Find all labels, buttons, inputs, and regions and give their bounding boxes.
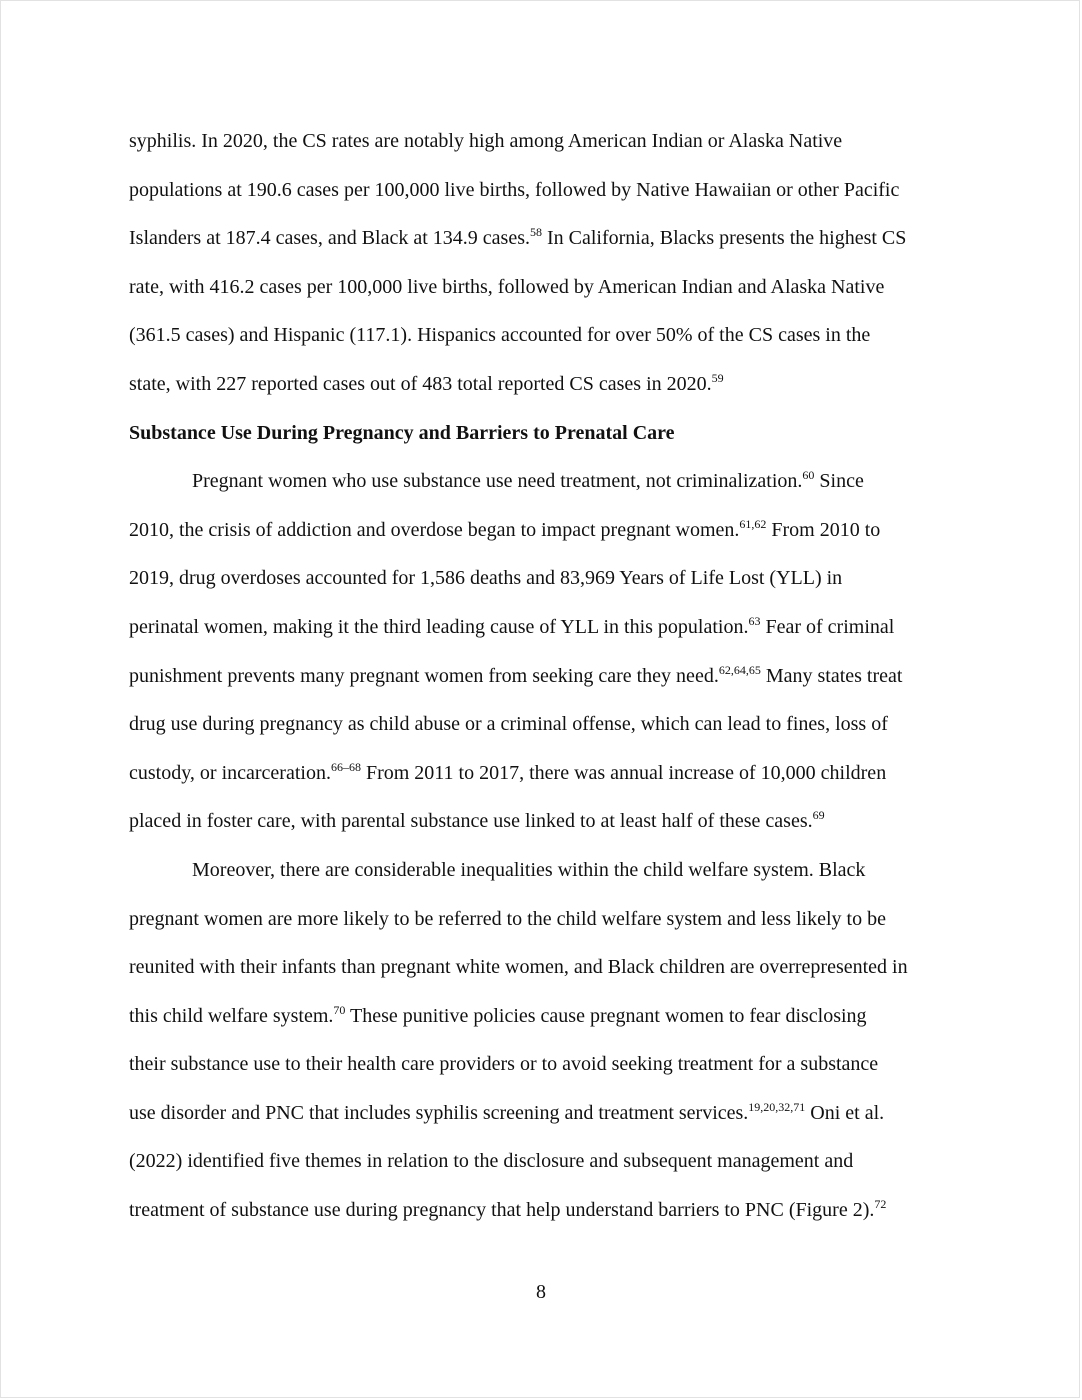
line-text: In California, Blacks presents the highest CS (542, 227, 907, 250)
text-line (129, 797, 955, 846)
text-line (129, 311, 955, 360)
line-text: populations at 190.6 cases per 100,000 live births, followed by Native Hawaiian or other Pacific (129, 178, 900, 201)
line-text: this child welfare system. (129, 1004, 334, 1027)
line-text: Pregnant women who use substance use need treatment, not criminalization. (192, 470, 803, 493)
page-number: 8 (536, 1281, 546, 1303)
line-text: use disorder and PNC that includes syphilis screening and treatment services. (129, 1101, 749, 1124)
citation-superscript: 62,64,65 (718, 662, 761, 677)
document-body (129, 117, 955, 1235)
line-text: perinatal women, making it the third leading cause of YLL in this population. (129, 615, 749, 638)
text-line (129, 603, 955, 652)
line-text: reunited with their infants than pregnant white women, and Black children are overrepresented in (129, 956, 908, 979)
line-text: From 2011 to 2017, there was annual increase of 10,000 children (360, 761, 887, 784)
citation-superscript: 59 (711, 370, 724, 385)
text-line (129, 1089, 955, 1138)
text-line (129, 263, 955, 312)
line-text: pregnant women are more likely to be referred to the child welfare system and less likely to be (129, 907, 886, 930)
line-text: Oni et al. (805, 1101, 885, 1124)
paragraph-2 (129, 457, 955, 846)
line-text: (361.5 cases) and Hispanic (117.1). Hispanics accounted for over 50% of the CS cases in the (129, 324, 871, 347)
text-line (129, 992, 955, 1041)
line-text: These punitive policies cause pregnant women to fear disclosing (345, 1004, 867, 1027)
text-line (129, 214, 955, 263)
line-text: their substance use to their health care providers or to avoid seeking treatment for a substance (129, 1053, 879, 1076)
text-line (129, 117, 955, 166)
text-line (129, 700, 955, 749)
line-text: Moreover, there are considerable inequalities within the child welfare system. Black (192, 858, 866, 881)
text-line (129, 846, 955, 895)
line-text: From 2010 to (766, 518, 881, 541)
citation-superscript: 69 (812, 808, 825, 823)
line-text: Many states treat (760, 664, 903, 687)
text-line (129, 360, 955, 409)
line-text: punishment prevents many pregnant women from seeking care they need. (129, 664, 719, 687)
line-text: rate, with 416.2 cases per 100,000 live births, followed by American Indian and Alaska Native (129, 275, 885, 298)
text-line (129, 652, 955, 701)
text-line (129, 166, 955, 215)
citation-superscript: 19,20,32,71 (748, 1099, 806, 1114)
line-text: 2019, drug overdoses accounted for 1,586 deaths and 83,969 Years of Life Lost (YLL) in (129, 567, 843, 590)
line-text: (2022) identified five themes in relation to the disclosure and subsequent management and (129, 1150, 854, 1173)
citation-superscript: 60 (802, 468, 815, 483)
text-line (129, 895, 955, 944)
line-text: custody, or incarceration. (129, 761, 331, 784)
paragraph-1 (129, 117, 955, 409)
text-line (129, 554, 955, 603)
line-text: Islanders at 187.4 cases, and Black at 134.9 cases. (129, 227, 530, 250)
line-text: placed in foster care, with parental substance use linked to at least half of these cases. (129, 810, 813, 833)
text-line (129, 1137, 955, 1186)
paragraph-3 (129, 846, 955, 1235)
citation-superscript: 61,62 (739, 516, 767, 531)
section-heading: Substance Use During Pregnancy and Barriers to Prenatal Care (129, 421, 675, 444)
line-text: syphilis. In 2020, the CS rates are notably high among American Indian or Alaska Native (129, 130, 843, 152)
line-text: treatment of substance use during pregnancy that help understand barriers to PNC (Figure 2). (129, 1199, 875, 1222)
text-line (129, 943, 955, 992)
line-text: 2010, the crisis of addiction and overdose began to impact pregnant women. (129, 518, 740, 541)
citation-superscript: 66–68 (330, 759, 361, 774)
citation-superscript: 72 (874, 1197, 887, 1212)
citation-superscript: 70 (333, 1002, 346, 1017)
line-text: Fear of criminal (760, 615, 895, 638)
citation-superscript: 63 (748, 613, 761, 628)
line-text: drug use during pregnancy as child abuse or a criminal offense, which can lead to fines, loss of (129, 713, 888, 736)
text-line (129, 1186, 955, 1235)
citation-superscript: 58 (530, 225, 542, 240)
text-line (129, 1040, 955, 1089)
text-line (129, 506, 955, 555)
line-text: state, with 227 reported cases out of 483 total reported CS cases in 2020. (129, 372, 712, 395)
line-text: Since (814, 470, 864, 493)
text-line (129, 457, 955, 506)
text-line (129, 749, 955, 798)
